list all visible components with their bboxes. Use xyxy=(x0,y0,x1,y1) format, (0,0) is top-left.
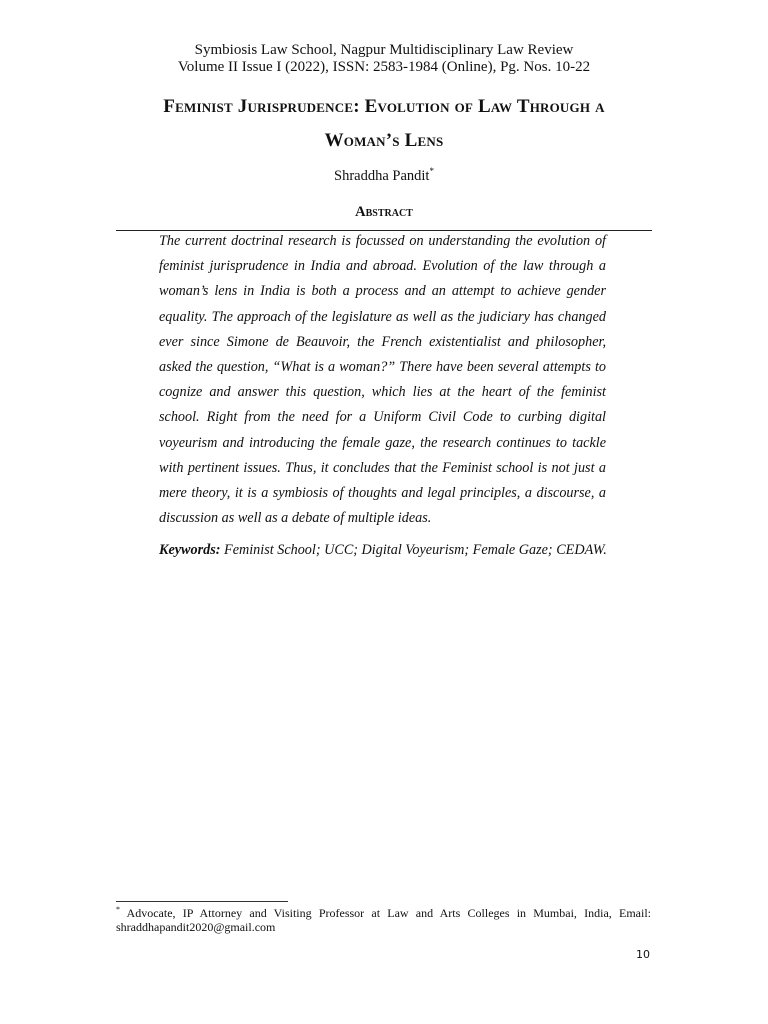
keywords-label: Keywords: xyxy=(159,542,221,558)
abstract-heading: Abstract xyxy=(355,204,413,220)
footnote-divider xyxy=(116,901,288,902)
journal-header xyxy=(0,42,768,76)
page-number: 10 xyxy=(636,948,650,961)
footnote xyxy=(116,906,651,934)
footnote-text: Advocate, IP Attorney and Visiting Professor at Law and Arts Colleges in Mumbai, India, Email: shraddhapandit2020@gmail.com xyxy=(116,906,651,934)
footnote-marker: * xyxy=(116,905,120,914)
keywords xyxy=(159,540,619,560)
journal-name: Symbiosis Law School, Nagpur Multidisciplinary Law Review xyxy=(194,42,574,58)
author-footnote-marker: * xyxy=(429,166,434,177)
author-name: Shraddha Pandit xyxy=(334,168,430,184)
journal-volume-info: Volume II Issue I (2022), ISSN: 2583-1984 (Online), Pg. Nos. 10-22 xyxy=(177,59,591,75)
abstract-text: The current doctrinal research is focussed on understanding the evolution of feminist jurisprudence in India and abroad. Evolution of the law through a woman’s lens in India is both a process and an attempt to achieve gender equality. The approach of the legislature as well as the judiciary has changed ever since Simone de Beauvoir, the French existentialist and philosopher, asked the question, “What is a woman?” There have been several attempts to cognize and answer this question, which lies at the heart of the feminist school. Right from the need for a Uniform Civil Code to curbing digital voyeurism and introducing the female gaze, the research continues to tackle with pertinent issues. Thus, it concludes that the Feminist school is not just a mere theory, it is a symbiosis of thoughts and legal principles, a discourse, a discussion as well as a debate of multiple ideas. xyxy=(159,233,606,527)
author-line xyxy=(0,168,768,185)
article-title-line-1: Feminist Jurisprudence: Evolution of Law Through a xyxy=(163,96,605,117)
article-title-line-2: Woman’s Lens xyxy=(324,130,444,151)
article-title xyxy=(0,90,768,158)
keywords-list: Feminist School; UCC; Digital Voyeurism; Female Gaze; CEDAW. xyxy=(224,542,607,558)
